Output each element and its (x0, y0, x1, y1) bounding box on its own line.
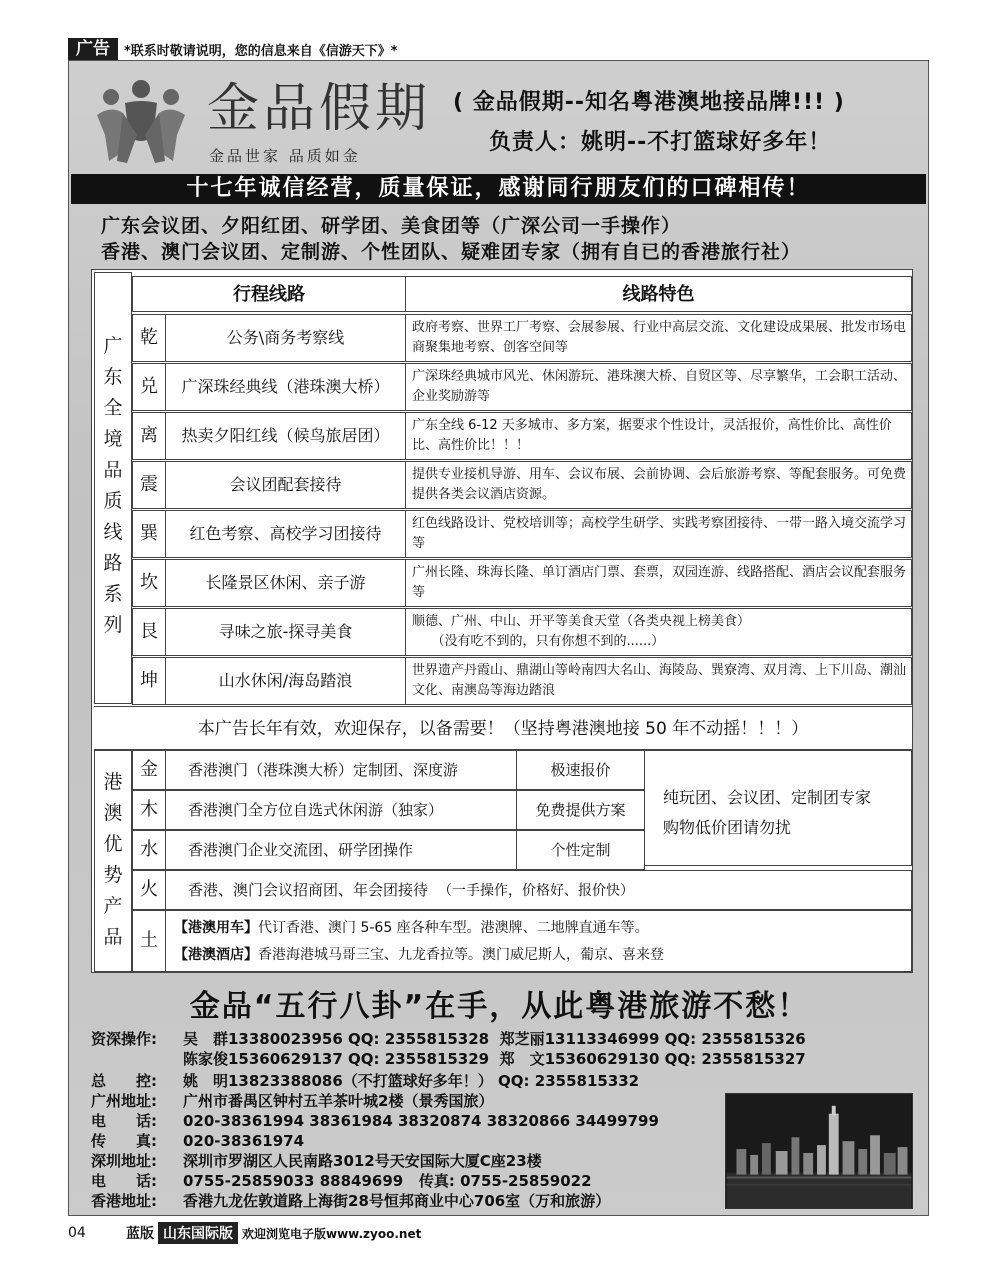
hk-product: 香港澳门（港珠澳大桥）定制团、深度游 (165, 750, 517, 790)
header-route: 行程线路 (132, 276, 406, 312)
route-feature: 红色线路设计、党校培训等；高校学生研学、实践考察团接待、一带一路入境交流学习等 (406, 510, 912, 558)
ad-tag: 广告 (68, 38, 118, 60)
gd-title-char: 全 (103, 397, 123, 419)
route-feature: 顺德、广州、中山、开平等美食天堂（各类央视上榜美食） （没有吃不到的，只有你想不到的......） (406, 608, 912, 656)
route-name: 寻味之旅-探寻美食 (166, 608, 406, 656)
route-feature: 提供专业接机导游、用车、会议布展、会前协调、会后旅游考察、等配套服务。可免费提供各类会议酒店资源。 (406, 461, 912, 509)
route-row (132, 412, 912, 460)
route-row (132, 559, 912, 607)
bottom-slogan: 金品“五行八卦”在手，从此粤港旅游不愁！ (189, 989, 810, 1024)
route-feature: 广深珠经典城市风光、休闲游玩、港珠澳大桥、自贸区等、尽享繁华，工会职工活动、企业奖励游等 (406, 363, 912, 411)
hk-addr-line (91, 1191, 610, 1211)
chief-label: 总 控: (91, 1072, 157, 1090)
side-note-line-1: 纯玩团、会议团、定制团专家 (663, 788, 872, 807)
car-line (174, 915, 911, 942)
hk-addr: 香港九龙佐敦道路上海街28号恒邦商业中心706室（万和旅游） (183, 1192, 611, 1210)
gz-fax-line (91, 1131, 304, 1151)
gz-fax-label: 传 真: (91, 1132, 157, 1150)
logo-area (85, 75, 445, 175)
hk-badge: 极速报价 (516, 750, 645, 790)
brand-contact: 负责人：姚明--不打篮球好多年！ (489, 130, 832, 155)
car-label: 【港澳用车】 (174, 920, 258, 936)
route-name: 会议团配套接待 (166, 461, 406, 509)
hk-side-note (644, 750, 912, 866)
ad-frame (68, 60, 929, 1216)
element-cell: 木 (132, 790, 166, 830)
gz-addr-label: 广州地址: (91, 1092, 157, 1110)
page-number: 04 (68, 1225, 86, 1241)
hotel-text: 香港海港城马哥三宝、九龙香拉等。澳门威尼斯人，葡京、喜来登 (258, 947, 664, 963)
gd-title-char: 东 (103, 366, 123, 388)
publication-tag: 山东国际版 (158, 1222, 238, 1244)
route-name: 公务\商务考察线 (166, 314, 406, 362)
gd-title-char: 质 (103, 490, 123, 512)
hk-product (165, 870, 912, 910)
hk-addr-label: 香港地址: (91, 1192, 157, 1210)
route-feature: 世界遗产丹霞山、鼎湖山等岭南四大名山、海陵岛、巽寮湾、双月湾、上下川岛、潮汕文化、南澳岛等海边踏浪 (406, 657, 912, 705)
gz-tel-label: 电 话: (91, 1112, 157, 1130)
gz-tel: 020-38361994 38361984 38320874 38320866 34499799 (183, 1112, 659, 1130)
trigram-label: 离 (132, 412, 166, 460)
earth-details (165, 910, 912, 972)
banner: 十七年诚信经营，质量保证，感谢同行朋友们的口碑相传！ (71, 174, 926, 204)
gd-title-char: 路 (103, 552, 123, 574)
ad-header (68, 38, 398, 60)
brand-title: 金品假期 (207, 79, 432, 139)
hk-product-text: 香港、澳门会议招商团、年会团接待 (188, 881, 429, 899)
route-feature: 政府考察、世界工厂考察、会展参展、行业中高层交流、文化建设成果展、批发市场电商聚集地考察、创客空间等 (406, 314, 912, 362)
ops-line-2 (91, 1049, 806, 1069)
gd-title-cell (94, 272, 132, 704)
hk-title-char: 势 (103, 864, 123, 886)
trigram-label: 震 (132, 461, 166, 509)
hotel-line (174, 942, 911, 969)
brand-slogan: 金品世家 品质如金 (209, 147, 361, 165)
route-name: 广深珠经典线（港珠澳大桥） (166, 363, 406, 411)
footer (68, 1222, 421, 1244)
hk-product: 香港澳门企业交流团、研学团操作 (165, 830, 517, 870)
sz-addr-label: 深圳地址: (91, 1152, 157, 1170)
hk-title (100, 767, 126, 953)
hk-title-char: 产 (103, 895, 123, 917)
sz-addr: 深圳市罗湖区人民南路3012号天安国际大厦C座23楼 (183, 1152, 542, 1170)
hk-product-note: （一手操作，价格好、报价快） (438, 883, 635, 899)
ops-label: 资深操作: (91, 1030, 157, 1048)
route-row (132, 363, 912, 411)
sz-tel-label: 电 话: (91, 1172, 157, 1190)
hk-title-char: 港 (103, 771, 123, 793)
route-row (132, 461, 912, 509)
sz-tel-line (91, 1171, 592, 1191)
trigram-label: 乾 (132, 314, 166, 362)
ad-notice: *联系时敬请说明，您的信息来自《信游天下》* (124, 43, 398, 59)
edition: 蓝版 (126, 1226, 154, 1242)
hotel-label: 【港澳酒店】 (174, 947, 258, 963)
side-note-line-2: 购物低价团请勿扰 (663, 818, 792, 837)
route-feature: 广东全线 6-12 天多城市、多方案，据要求个性设计，灵活报价，高性价比、高性价比、高性价比！！！ (406, 412, 912, 460)
element-cell: 水 (132, 830, 166, 870)
hk-title-char: 品 (103, 926, 123, 948)
element-cell: 火 (132, 870, 166, 910)
service-line-2: 香港、澳门会议团、定制游、个性团队、疑难团专家（拥有自已的香港旅行社） (101, 241, 802, 263)
hk-title-cell (94, 750, 132, 972)
chief-text: 姚 明13823388086（不打篮球好多年！） QQ: 2355815332 (183, 1072, 640, 1090)
gd-title (100, 331, 126, 641)
element-cell: 金 (132, 750, 166, 790)
notice-row: 本广告长年有效，欢迎保存，以备需要！（坚持粤港澳地接 50 年不动摇！！！） (94, 706, 912, 750)
hk-product: 香港澳门全方位自选式休闲游（独家） (165, 790, 517, 830)
car-text: 代订香港、澳门 5-65 座各种车型。港澳牌、二地牌直通车等。 (258, 920, 649, 936)
brand-tagline: ( 金品假期--知名粤港澳地接品牌!!! ) (453, 90, 845, 115)
ops-line-1 (91, 1029, 806, 1049)
trigram-label: 巽 (132, 510, 166, 558)
gd-title-char: 品 (103, 459, 123, 481)
route-feature: 广州长隆、珠海长隆、单订酒店门票、套票，双园连游、线路搭配、酒店会议配套服务等 (406, 559, 912, 607)
route-name: 山水休闲/海岛踏浪 (166, 657, 406, 705)
route-row (132, 657, 912, 705)
gz-tel-line (91, 1111, 659, 1131)
trigram-label: 坎 (132, 559, 166, 607)
chief-line (91, 1071, 639, 1091)
city-skyline-image (725, 1093, 913, 1209)
gz-addr: 广州市番禺区钟村五羊茶叶城2楼（景秀国旅） (183, 1092, 494, 1110)
gz-fax: 020-38361974 (183, 1132, 305, 1150)
gz-addr-line (91, 1091, 493, 1111)
ops-text-2: 陈家俊15360629137 QQ: 2355815329 郑 文15360629130 QQ: 2355815327 (183, 1050, 806, 1068)
gd-title-char: 列 (103, 614, 123, 636)
route-row (132, 314, 912, 362)
trigram-label: 坤 (132, 657, 166, 705)
hk-title-char: 澳 (103, 802, 123, 824)
website-link[interactable]: 欢迎浏览电子版www.zyoo.net (242, 1226, 422, 1241)
route-name: 热卖夕阳红线（候鸟旅居团） (166, 412, 406, 460)
element-earth-char: 土 (140, 930, 158, 951)
service-line-1: 广东会议团、夕阳红团、研学团、美食团等（广深公司一手操作） (101, 215, 682, 237)
routes-panel (91, 269, 913, 973)
hk-badge: 免费提供方案 (516, 790, 645, 830)
hk-title-char: 优 (103, 833, 123, 855)
route-row (132, 510, 912, 558)
people-logo-icon (87, 75, 195, 167)
trigram-label: 艮 (132, 608, 166, 656)
element-earth (132, 910, 166, 972)
gd-title-char: 境 (103, 428, 123, 450)
gd-title-char: 系 (103, 583, 123, 605)
route-row (132, 608, 912, 656)
gd-title-char: 线 (103, 521, 123, 543)
trigram-label: 兑 (132, 363, 166, 411)
ops-text-1: 吴 群13380023956 QQ: 2355815328 郑芝丽13113346999 QQ: 2355815326 (183, 1030, 806, 1048)
header-feature: 线路特色 (405, 276, 912, 312)
sz-addr-line (91, 1151, 542, 1171)
gd-title-char: 广 (103, 335, 123, 357)
route-name: 红色考察、高校学习团接待 (166, 510, 406, 558)
sz-tel: 0755-25859033 88849699 传真: 0755-25859022 (183, 1172, 592, 1190)
hk-badge: 个性定制 (516, 830, 645, 870)
route-name: 长隆景区休闲、亲子游 (166, 559, 406, 607)
